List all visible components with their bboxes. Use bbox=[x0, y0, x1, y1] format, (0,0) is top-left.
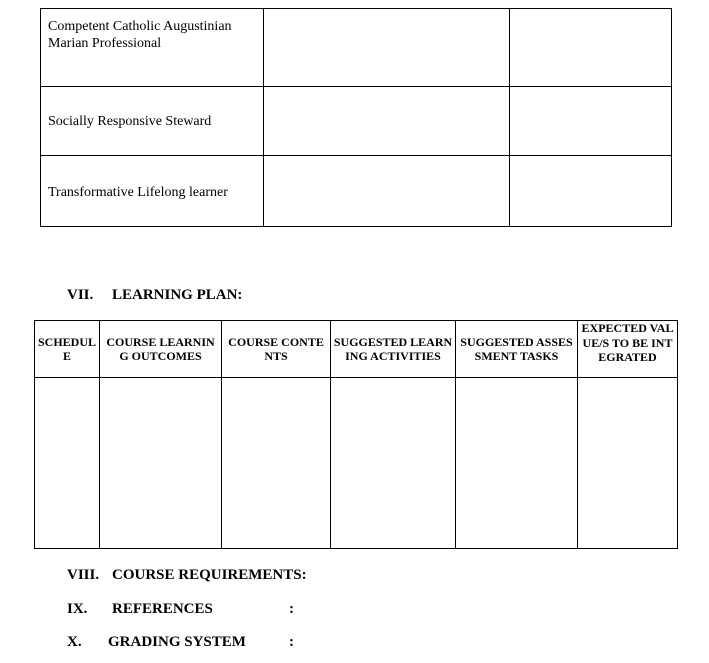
attribute-label-steward: Socially Responsive Steward bbox=[41, 87, 264, 156]
attribute-label-learner: Transformative Lifelong learner bbox=[41, 156, 264, 227]
table-row bbox=[41, 9, 672, 87]
table-cell bbox=[510, 156, 672, 227]
table-cell bbox=[264, 87, 510, 156]
table-cell bbox=[331, 378, 456, 549]
table-cell bbox=[264, 9, 510, 87]
table-cell bbox=[510, 9, 672, 87]
table-row bbox=[41, 156, 672, 227]
section-number: VII. bbox=[67, 287, 94, 303]
graduate-attributes-table bbox=[40, 8, 672, 227]
section-colon: : bbox=[289, 601, 294, 617]
table-row bbox=[41, 87, 672, 156]
section-number: VIII. bbox=[67, 567, 100, 583]
section-title: GRADING SYSTEM bbox=[108, 634, 246, 650]
course-requirements-heading bbox=[67, 567, 307, 584]
section-title: LEARNING PLAN: bbox=[112, 287, 243, 303]
column-header-expected-values: EXPECTED VALUE/S TO BE INTEGRATED bbox=[578, 321, 678, 378]
learning-plan-table bbox=[34, 320, 678, 549]
table-cell bbox=[100, 378, 222, 549]
table-cell bbox=[35, 378, 100, 549]
table-cell bbox=[578, 378, 678, 549]
table-cell bbox=[510, 87, 672, 156]
grading-system-heading bbox=[67, 634, 294, 651]
section-colon: : bbox=[289, 634, 294, 650]
table-cell bbox=[264, 156, 510, 227]
section-number: IX. bbox=[67, 601, 88, 617]
column-header-assessment-tasks: SUGGESTED ASSESSMENT TASKS bbox=[456, 321, 578, 378]
table-cell bbox=[222, 378, 331, 549]
column-header-learning-activities: SUGGESTED LEARNING ACTIVITIES bbox=[331, 321, 456, 378]
section-number: X. bbox=[67, 634, 82, 650]
column-header-course-contents: COURSE CONTENTS bbox=[222, 321, 331, 378]
column-header-schedule: SCHEDULE bbox=[35, 321, 100, 378]
table-header-row bbox=[35, 321, 678, 378]
section-title: COURSE REQUIREMENTS: bbox=[112, 567, 307, 583]
attribute-label-competent: Competent Catholic Augustinian Marian Professional bbox=[41, 9, 264, 87]
table-cell bbox=[456, 378, 578, 549]
learning-plan-heading bbox=[67, 287, 242, 304]
column-header-learning-outcomes: COURSE LEARNING OUTCOMES bbox=[100, 321, 222, 378]
table-row bbox=[35, 378, 678, 549]
section-title: REFERENCES bbox=[112, 601, 213, 617]
references-heading bbox=[67, 601, 294, 618]
